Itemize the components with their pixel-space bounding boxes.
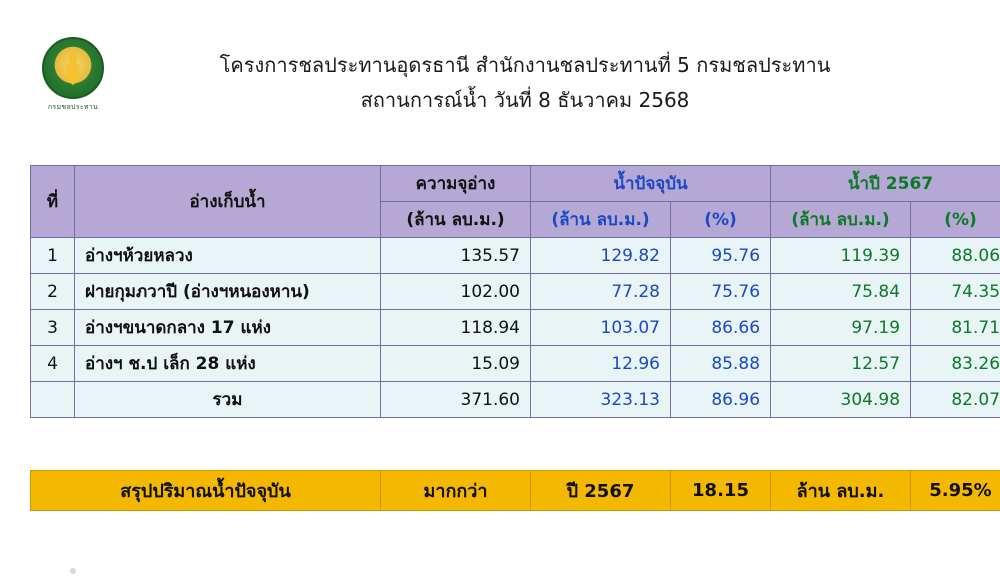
cell-index: 1	[31, 238, 75, 274]
summary-bar	[30, 470, 1000, 511]
title-line-2: สถานการณ์น้ำ วันที่ 8 ธันวาคม 2568	[360, 88, 690, 112]
cell-total-prev-percent: 82.07	[911, 382, 1000, 418]
royal-irrigation-department-logo	[30, 32, 116, 118]
table-header-row-1	[31, 166, 1000, 202]
col-current-group: น้ำปัจจุบัน	[531, 166, 771, 202]
table-row	[31, 346, 1000, 382]
cell-total-capacity: 371.60	[381, 382, 531, 418]
cell-capacity: 102.00	[381, 274, 531, 310]
cell-prev-percent: 83.26	[911, 346, 1000, 382]
page-title	[130, 48, 920, 118]
page-marker-dot	[70, 568, 76, 574]
cell-prev-percent: 88.06	[911, 238, 1000, 274]
col-capacity-line1: ความจุอ่าง	[381, 166, 531, 202]
cell-current-volume: 12.96	[531, 346, 671, 382]
cell-index: 2	[31, 274, 75, 310]
cell-capacity: 135.57	[381, 238, 531, 274]
reservoir-table	[30, 165, 1000, 418]
cell-current-percent: 75.76	[671, 274, 771, 310]
cell-capacity: 15.09	[381, 346, 531, 382]
cell-reservoir-name: อ่างฯห้วยหลวง	[75, 238, 381, 274]
table-total-row	[31, 382, 1000, 418]
title-line-1: โครงการชลประทานอุดรธานี สำนักงานชลประทานที่ 5 กรมชลประทาน	[219, 53, 831, 77]
cell-total-label: รวม	[75, 382, 381, 418]
cell-reservoir-name: อ่างฯขนาดกลาง 17 แห่ง	[75, 310, 381, 346]
cell-current-percent: 85.88	[671, 346, 771, 382]
col-reservoir: อ่างเก็บน้ำ	[75, 166, 381, 238]
summary-year: ปี 2567	[531, 471, 671, 511]
cell-current-volume: 103.07	[531, 310, 671, 346]
cell-current-percent: 95.76	[671, 238, 771, 274]
cell-prev-volume: 75.84	[771, 274, 911, 310]
cell-index: 3	[31, 310, 75, 346]
col-prev-group: น้ำปี 2567	[771, 166, 1000, 202]
summary-label: สรุปปริมาณน้ำปัจจุบัน	[31, 471, 381, 511]
cell-index: 4	[31, 346, 75, 382]
cell-reservoir-name: ฝายกุมภวาปี (อ่างฯหนองหาน)	[75, 274, 381, 310]
cell-current-volume: 129.82	[531, 238, 671, 274]
summary-unit: ล้าน ลบ.ม.	[771, 471, 911, 511]
cell-total-prev-volume: 304.98	[771, 382, 911, 418]
cell-current-volume: 77.28	[531, 274, 671, 310]
cell-current-percent: 86.66	[671, 310, 771, 346]
logo-caption: กรมชลประทาน	[47, 103, 99, 111]
table-row	[31, 310, 1000, 346]
cell-total-current-volume: 323.13	[531, 382, 671, 418]
summary-row	[31, 471, 1000, 511]
col-capacity-line2: (ล้าน ลบ.ม.)	[381, 202, 531, 238]
cell-reservoir-name: อ่างฯ ช.ป เล็ก 28 แห่ง	[75, 346, 381, 382]
col-index: ที่	[31, 166, 75, 238]
summary-diff-percent: 5.95%	[911, 471, 1000, 511]
col-current-percent: (%)	[671, 202, 771, 238]
summary-diff-value: 18.15	[671, 471, 771, 511]
table-row	[31, 238, 1000, 274]
cell-prev-percent: 74.35	[911, 274, 1000, 310]
cell-prev-percent: 81.71	[911, 310, 1000, 346]
table-body	[31, 238, 1000, 418]
table-header	[31, 166, 1000, 238]
col-prev-percent: (%)	[911, 202, 1000, 238]
cell-total-current-percent: 86.96	[671, 382, 771, 418]
cell-index	[31, 382, 75, 418]
cell-prev-volume: 119.39	[771, 238, 911, 274]
col-current-volume: (ล้าน ลบ.ม.)	[531, 202, 671, 238]
summary-comparator: มากกว่า	[381, 471, 531, 511]
logo-emblem-icon	[42, 37, 104, 99]
col-prev-volume: (ล้าน ลบ.ม.)	[771, 202, 911, 238]
table-row	[31, 274, 1000, 310]
cell-prev-volume: 12.57	[771, 346, 911, 382]
cell-capacity: 118.94	[381, 310, 531, 346]
cell-prev-volume: 97.19	[771, 310, 911, 346]
